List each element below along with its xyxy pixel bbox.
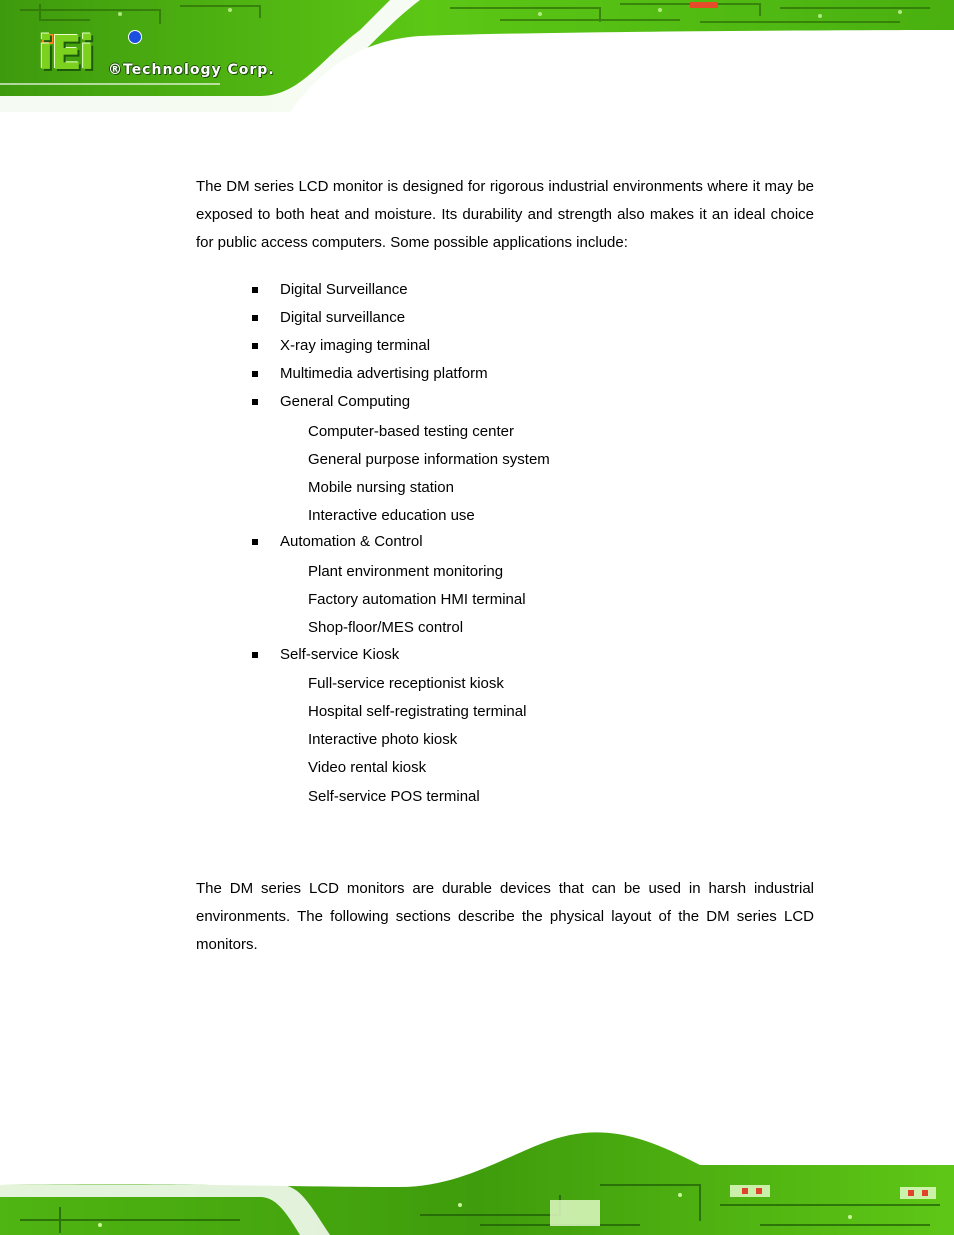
intro-paragraph: The DM series LCD monitor is designed for rigorous industrial environments where it may be exposed to both heat and moisture. Its durability and strength also makes it an ideal choice for public access computers. Some possible applications include:: [196, 178, 814, 251]
bullet-square-icon: [252, 399, 258, 405]
bullet-square-icon: [252, 371, 258, 377]
company-logo: [38, 26, 288, 82]
sub-list-item: Interactive photo kiosk: [308, 731, 458, 748]
list-item-label: Digital surveillance: [280, 309, 406, 326]
logo-mark: iEi: [38, 26, 92, 80]
list-item-label: X-ray imaging terminal: [280, 337, 431, 354]
list-item-label: Digital Surveillance: [280, 281, 408, 298]
sub-list-item: Plant environment monitoring: [308, 563, 504, 580]
logo-dot: [128, 30, 142, 44]
bullet-square-icon: [252, 287, 258, 293]
sub-list-item: Hospital self-registrating terminal: [308, 703, 527, 720]
sub-list-item: Computer-based testing center: [308, 423, 514, 440]
sub-list-item: Full-service receptionist kiosk: [308, 675, 504, 692]
sub-list-item: Interactive education use: [308, 507, 475, 524]
footer-circuit-banner: [0, 1125, 954, 1235]
sub-list-item: Video rental kiosk: [308, 759, 427, 776]
sub-list-item: Mobile nursing station: [308, 479, 454, 496]
closing-paragraph: The DM series LCD monitors are durable devices that can be used in harsh industrial environments. The following sections describe the physical layout of the DM series LCD monitors.: [196, 880, 814, 953]
sub-list-item: Self-service POS terminal: [308, 788, 480, 805]
list-item-label: Automation & Control: [280, 533, 423, 550]
list-item-label: Self-service Kiosk: [280, 646, 400, 663]
bullet-square-icon: [252, 315, 258, 321]
bullet-square-icon: [252, 652, 258, 658]
bullet-square-icon: [252, 343, 258, 349]
sub-list-item: Factory automation HMI terminal: [308, 591, 526, 608]
logo-wordmark: ®Technology Corp.: [108, 62, 275, 78]
sub-list-item: Shop-floor/MES control: [308, 619, 464, 636]
bullet-square-icon: [252, 539, 258, 545]
sub-list-item: General purpose information system: [308, 451, 550, 468]
list-item-label: General Computing: [280, 393, 411, 410]
list-item-label: Multimedia advertising platform: [280, 365, 488, 382]
